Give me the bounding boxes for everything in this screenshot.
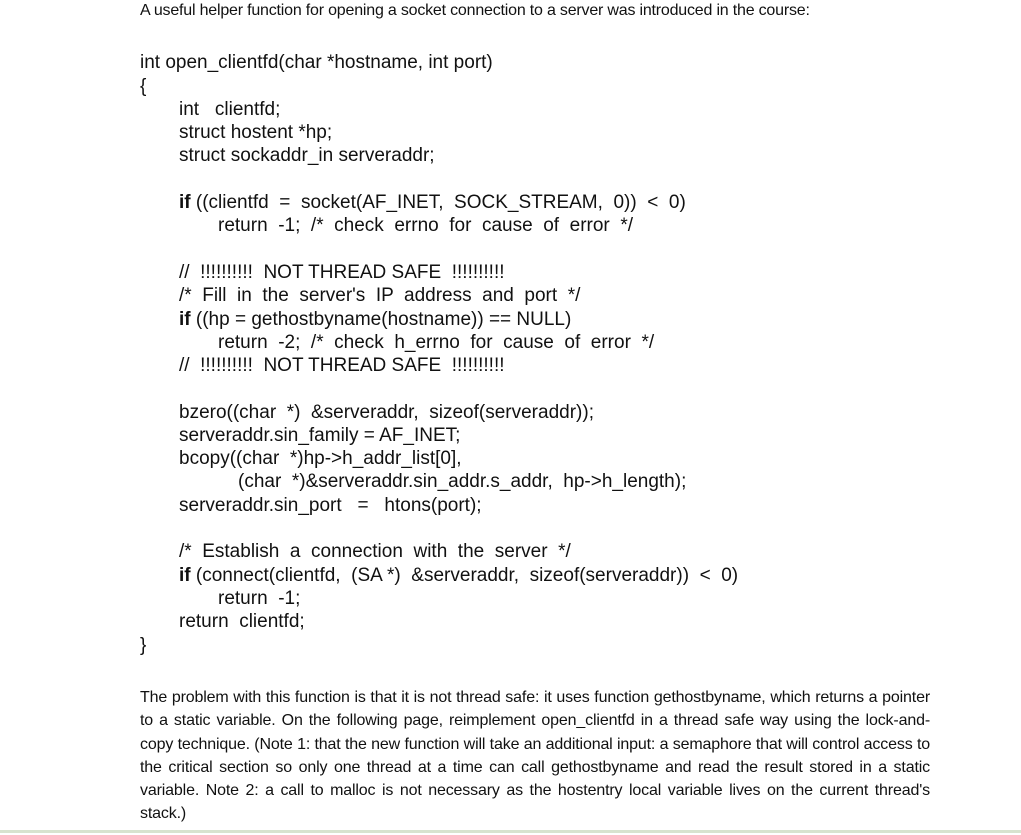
code-connect-condition: (connect(clientfd, (SA *) &serveraddr, sizeof(serveraddr)) < 0) [190,565,739,586]
code-decl-serveraddr: struct sockaddr_in serveraddr; [179,145,435,166]
bottom-divider [0,830,1021,833]
if-keyword: if [179,309,191,330]
code-signature: int open_clientfd(char *hostname, int port) [140,52,493,73]
code-decl-hp: struct hostent *hp; [179,122,333,143]
code-bcopy-continued: (char *)&serveraddr.sin_addr.s_addr, hp->h_length); [238,471,687,492]
code-gethost-condition: ((hp = gethostbyname(hostname)) == NULL) [190,309,572,330]
code-bcopy: bcopy((char *)hp->h_addr_list[0], [179,448,462,469]
code-sin-family: serveraddr.sin_family = AF_INET; [179,425,461,446]
code-socket-condition: ((clientfd = socket(AF_INET, SOCK_STREAM, 0)) < 0) [190,192,686,213]
if-keyword: if [179,192,191,213]
code-close-brace: } [140,635,147,656]
code-sin-port: serveraddr.sin_port = htons(port); [179,495,482,516]
code-return-connect: return -1; [218,588,301,609]
code-bzero: bzero((char *) &serveraddr, sizeof(serveraddr)); [179,402,594,423]
code-return-socket: return -1; /* check errno for cause of error */ [218,215,633,236]
code-return-clientfd: return clientfd; [179,611,305,632]
problem-paragraph: The problem with this function is that it is not thread safe: it uses function gethostbyname, which returns a pointer to a static variable. On the following page, reimplement open_clientfd in a thread safe way using the lock-and-copy technique. (Note 1: that the new function will take an additional input: a semaphore that will control access to the critical section so only one thread at a time can call gethostbyname and read the result stored in a static variable. Note 2: a call to malloc is not necessary as the hostentry local variable lives on the current thread's stack.) [140,689,930,823]
code-decl-clientfd: int clientfd; [179,99,281,120]
code-open-brace: { [140,76,147,97]
code-warning-bottom: // !!!!!!!!!! NOT THREAD SAFE !!!!!!!!!! [179,355,505,376]
code-socket-if [179,191,686,214]
code-fill-comment: /* Fill in the server's IP address and port */ [179,285,581,306]
if-keyword: if [179,565,191,586]
code-warning-top: // !!!!!!!!!! NOT THREAD SAFE !!!!!!!!!! [179,262,505,283]
code-establish-comment: /* Establish a connection with the server */ [179,541,571,562]
intro-text: A useful helper function for opening a socket connection to a server was introduced in the course: [140,2,810,19]
code-gethost-if [179,308,571,331]
code-connect-if [179,564,738,587]
code-return-gethost: return -2; /* check h_errno for cause of error */ [218,332,655,353]
